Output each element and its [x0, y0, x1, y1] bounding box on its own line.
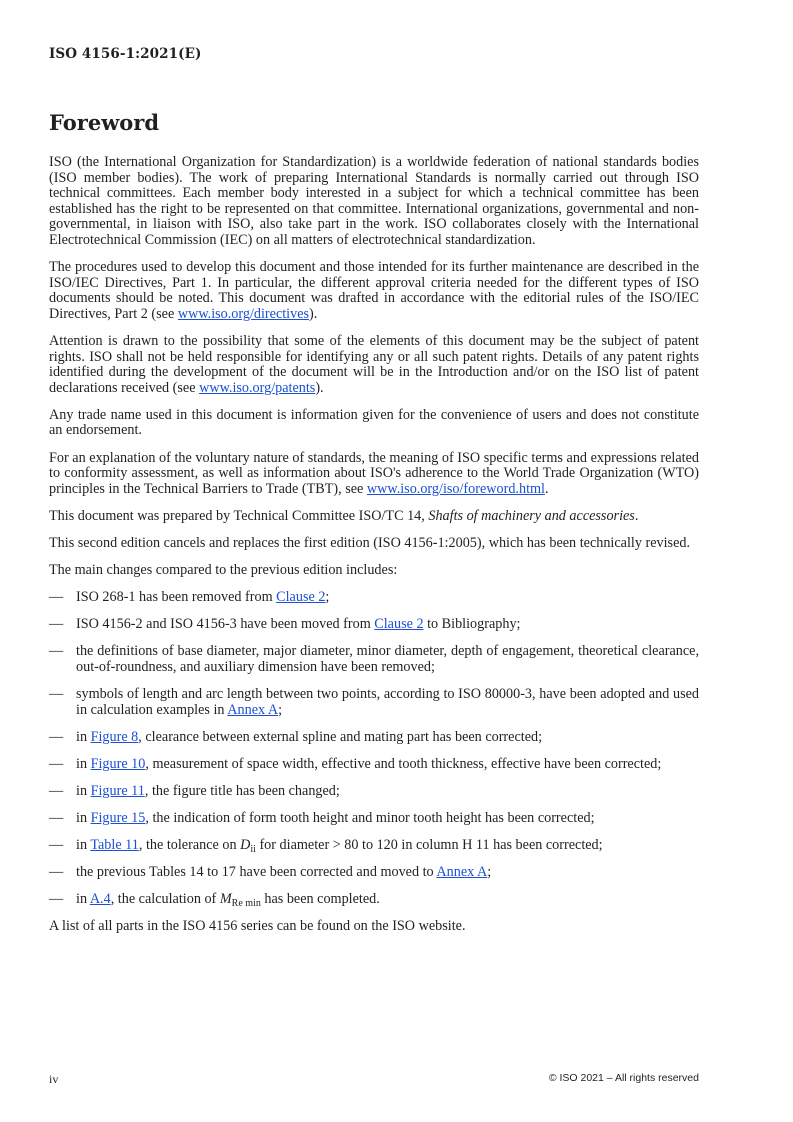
list-text: in — [76, 755, 91, 772]
paragraph-committee — [49, 509, 699, 525]
paragraph-iso-intro: ISO (the International Organization for Standardization) is a worldwide federation of national standards bodies (ISO member bodies). The work of preparing International Standards is normally carried out through ISO technical committees. Each member body interested in a subject for which a technical committee has been established has the right to be represented on that committee. International organizations, governmental and non-governmental, in liaison with ISO, also take part in the work. ISO collaborates closely with the International Electrotechnical Commission (IEC) on all matters of electrotechnical standardization. — [49, 154, 699, 248]
list-text: for diameter > 80 to 120 in column H 11 has been corrected; — [255, 837, 603, 853]
list-item — [49, 590, 699, 606]
patents-link[interactable]: www.iso.org/patents — [199, 379, 316, 396]
list-text: , the indication of form tooth height and minor tooth height has been corrected; — [145, 809, 595, 826]
list-text: to Bibliography; — [423, 616, 521, 633]
list-dash: — — [49, 685, 64, 702]
list-text: , the calculation of — [110, 891, 220, 908]
list-text: in — [76, 782, 91, 799]
page-title: Foreword — [49, 110, 160, 135]
list-item — [49, 644, 699, 675]
figure-8-link[interactable]: Figure 8 — [90, 728, 139, 745]
paragraph-text: ). — [315, 379, 324, 396]
list-text: the previous Tables 14 to 17 have been corrected and moved to — [76, 864, 437, 881]
list-dash: — — [49, 837, 64, 853]
paragraph-text: ). — [309, 305, 318, 322]
list-text: ; — [325, 589, 330, 606]
paragraph-series: A list of all parts in the ISO 4156 series can be found on the ISO website. — [49, 918, 466, 935]
paragraph-changes-intro: The main changes compared to the previous edition includes: — [49, 561, 398, 578]
list-dash: — — [49, 643, 64, 660]
list-text: symbols of length and arc length between two points, according to ISO 80000-3, have been adopted and used in calculation examples in — [76, 685, 699, 718]
list-item — [49, 811, 699, 827]
clause-2-link[interactable]: Clause 2 — [374, 616, 424, 633]
list-dash: — — [49, 755, 64, 772]
a4-link[interactable]: A.4 — [89, 891, 111, 908]
paragraph-patents — [49, 334, 699, 396]
paragraph-edition: This second edition cancels and replaces the first edition (ISO 4156-1:2005), which has been technically revised. — [49, 534, 691, 551]
page-footer — [49, 1072, 699, 1087]
paragraph-text: . — [545, 480, 549, 497]
list-text: in — [76, 891, 90, 908]
list-item — [49, 617, 699, 633]
list-dash: — — [49, 809, 64, 826]
paragraph-text: The procedures used to develop this document and those intended for its further maintenance are described in the ISO/IEC Directives, Part 1. In particular, the different approval criteria needed for the different types of ISO documents should be noted. This document was drafted in accordance with the editorial rules of the ISO/IEC Directives, Part 2 (see — [49, 259, 699, 322]
list-text: ISO 4156-2 and ISO 4156-3 have been moved from — [76, 616, 375, 633]
list-item — [49, 730, 699, 746]
list-dash: — — [49, 864, 64, 881]
list-text: ; — [487, 864, 492, 881]
paragraph-text: For an explanation of the voluntary nature of standards, the meaning of ISO specific terms and expressions related to conformity assessment, as well as information about ISO's adherence to the World Trade Organization (WTO) principles in the Technical Barriers to Trade (TBT), see — [49, 449, 699, 497]
list-text: in — [76, 809, 91, 826]
list-item — [49, 865, 699, 881]
symbol: D — [240, 837, 251, 853]
list-item — [49, 838, 699, 854]
paragraph-text: Attention is drawn to the possibility that some of the elements of this document may be the subject of patent rights. ISO shall not be held responsible for identifying any or all such patent rights. Details of any patent rights identified during the development of the document will be in the Introduction and/or on the ISO list of patent declarations received (see — [49, 332, 699, 396]
list-text: , the tolerance on — [138, 837, 241, 853]
foreword-link[interactable]: www.iso.org/iso/foreword.html — [366, 480, 545, 497]
clause-2-link[interactable]: Clause 2 — [276, 589, 326, 606]
list-dash: — — [49, 616, 64, 633]
paragraph-text: This document was prepared by Technical Committee ISO/TC 14, — [49, 507, 429, 524]
list-dash: — — [49, 891, 64, 908]
list-text: ; — [278, 701, 283, 718]
list-text: , clearance between external spline and mating part has been corrected; — [138, 728, 543, 745]
table-11-link[interactable]: Table 11 — [90, 837, 139, 853]
list-text: in — [76, 728, 91, 745]
symbol: M — [219, 891, 232, 908]
list-text: , the figure title has been changed; — [144, 782, 340, 799]
list-text: the definitions of base diameter, major diameter, minor diameter, depth of engagement, theoretical clearance, out-of-roundness, and auxiliary dimension have been removed; — [76, 643, 699, 675]
list-text: has been completed. — [260, 891, 380, 908]
annex-a-link[interactable]: Annex A — [436, 864, 488, 881]
annex-a-link[interactable]: Annex A — [227, 701, 279, 718]
list-item — [49, 757, 699, 773]
directives-link[interactable]: www.iso.org/directives — [177, 305, 310, 322]
list-item — [49, 784, 699, 800]
list-text: , measurement of space width, effective and tooth thickness, effective have been corrected; — [145, 755, 662, 772]
paragraph-trade-name: Any trade name used in this document is information given for the convenience of users and does not constitute an endorsement. — [49, 406, 699, 439]
changes-list — [49, 590, 699, 908]
figure-10-link[interactable]: Figure 10 — [90, 755, 146, 772]
list-text: ISO 268-1 has been removed from — [76, 589, 277, 606]
list-dash: — — [49, 728, 64, 745]
copyright-notice: © ISO 2021 – All rights reserved — [548, 1072, 699, 1084]
symbol-subscript: Re min — [231, 898, 261, 910]
list-item — [49, 687, 699, 718]
paragraph-procedures — [49, 260, 699, 322]
list-text: in — [76, 837, 91, 853]
document-id: ISO 4156-1:2021(E) — [49, 46, 202, 62]
committee-title: Shafts of machinery and accessories — [428, 507, 635, 524]
figure-15-link[interactable]: Figure 15 — [90, 809, 146, 826]
page-number: iv — [49, 1072, 59, 1086]
figure-11-link[interactable]: Figure 11 — [90, 782, 145, 799]
list-dash: — — [49, 589, 64, 606]
foreword-body — [49, 155, 699, 946]
list-item — [49, 892, 699, 908]
list-dash: — — [49, 782, 64, 799]
symbol-subscript: ii — [250, 844, 256, 855]
paragraph-text: . — [634, 507, 639, 524]
paragraph-voluntary — [49, 451, 699, 498]
